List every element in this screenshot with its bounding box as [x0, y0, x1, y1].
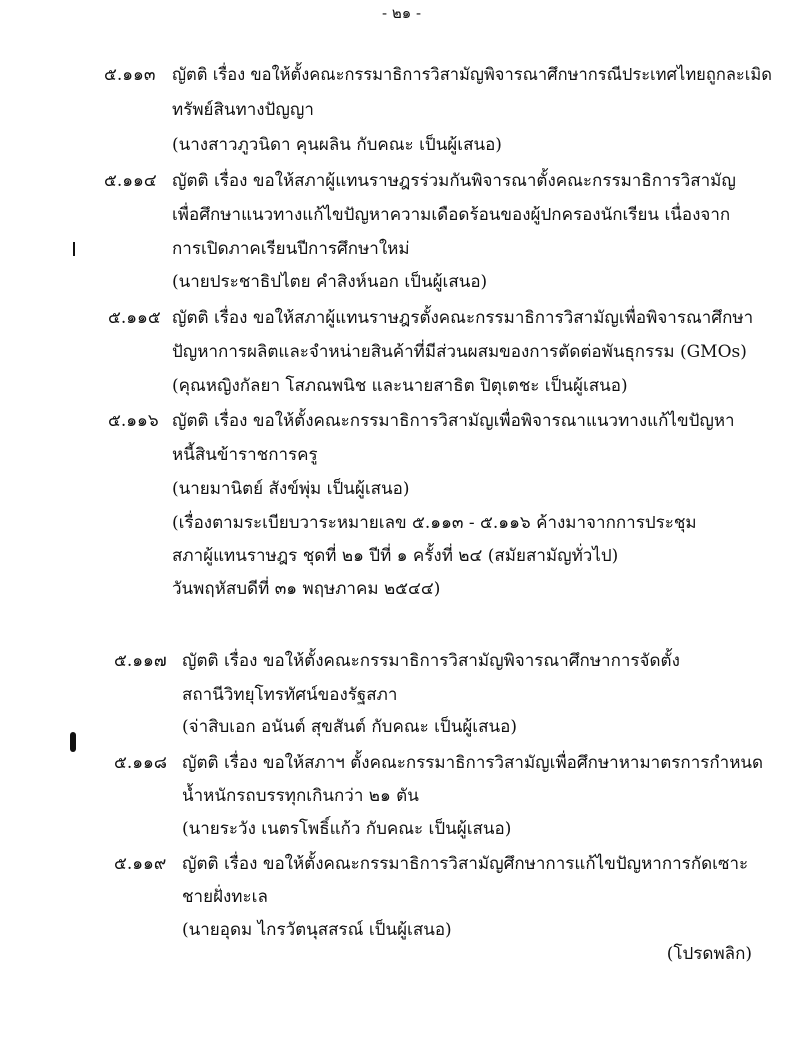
item-text-line: น้ำหนักรถบรรทุกเกินกว่า ๒๑ ตัน: [182, 786, 419, 806]
item-number: ๕.๑๑๖: [108, 411, 159, 431]
item-text-line: ญัตติ เรื่อง ขอให้ตั้งคณะกรรมาธิการวิสามัญศึกษาการแก้ไขปัญหาการกัดเซาะ: [182, 854, 749, 874]
item-text-line: เพื่อศึกษาแนวทางแก้ไขปัญหาความเดือดร้อนของผู้ปกครองนักเรียน เนื่องจาก: [172, 205, 731, 225]
item-text-line: ญัตติ เรื่อง ขอให้ตั้งคณะกรรมาธิการวิสามัญพิจารณาศึกษาการจัดตั้ง: [182, 651, 680, 671]
item-number: ๕.๑๑๙: [114, 854, 167, 874]
item-text-line: ญัตติ เรื่อง ขอให้ตั้งคณะกรรมาธิการวิสามัญเพื่อพิจารณาแนวทางแก้ไขปัญหา: [172, 411, 735, 431]
item-proposer: (นายอุดม ไกรวัตนุสสรณ์ เป็นผู้เสนอ): [182, 920, 452, 940]
scan-mark: [73, 242, 75, 256]
item-proposer: (นายระวัง เนตรโพธิ์แก้ว กับคณะ เป็นผู้เสนอ): [182, 819, 512, 839]
item-text-line: ญัตติ เรื่อง ขอให้ตั้งคณะกรรมาธิการวิสามัญพิจารณาศึกษากรณีประเทศไทยถูกละเมิด: [172, 65, 773, 85]
item-text-line: หนี้สินข้าราชการครู: [172, 445, 318, 465]
item-number: ๕.๑๑๗: [114, 651, 167, 671]
item-number: ๕.๑๑๘: [114, 753, 167, 773]
turn-over-note: (โปรดพลิก): [666, 944, 752, 964]
item-note-line: สภาผู้แทนราษฎร ชุดที่ ๒๑ ปีที่ ๑ ครั้งที่ ๒๔ (สมัยสามัญทั่วไป): [172, 546, 619, 566]
item-text-line: ญัตติ เรื่อง ขอให้สภาฯ ตั้งคณะกรรมาธิการวิสามัญเพื่อศึกษาหามาตรการกำหนด: [182, 753, 764, 773]
item-text-line: ชายฝั่งทะเล: [182, 887, 268, 907]
item-text-line: ปัญหาการผลิตและจำหน่ายสินค้าที่มีส่วนผสมของการตัดต่อพันธุกรรม (GMOs): [172, 342, 747, 362]
page-number: - ๒๑ -: [382, 4, 422, 22]
item-proposer: (คุณหญิงกัลยา โสภณพนิช และนายสาธิต ปิตุเตชะ เป็นผู้เสนอ): [172, 376, 628, 396]
item-proposer: (นางสาวภูวนิดา คุนผลิน กับคณะ เป็นผู้เสนอ): [172, 135, 502, 155]
item-text-line: การเปิดภาคเรียนปีการศึกษาใหม่: [172, 239, 410, 259]
item-text-line: ญัตติ เรื่อง ขอให้สภาผู้แทนราษฎรร่วมกันพิจารณาตั้งคณะกรรมาธิการวิสามัญ: [172, 171, 736, 191]
item-note-line: (เรื่องตามระเบียบวาระหมายเลข ๕.๑๑๓ - ๕.๑๑๖ ค้างมาจากการประชุม: [172, 513, 697, 533]
item-proposer: (นายประชาธิปไตย คำสิงห์นอก เป็นผู้เสนอ): [172, 272, 488, 292]
item-proposer: (นายมานิตย์ สังข์พุ่ม เป็นผู้เสนอ): [172, 479, 410, 499]
scan-mark: [70, 732, 76, 752]
item-note-line: วันพฤหัสบดีที่ ๓๑ พฤษภาคม ๒๕๔๔): [172, 579, 441, 599]
item-proposer: (จ่าสิบเอก อนันต์ สุขสันต์ กับคณะ เป็นผู้เสนอ): [182, 717, 517, 737]
item-text-line: สถานีวิทยุโทรทัศน์ของรัฐสภา: [182, 685, 398, 705]
item-text-line: ทรัพย์สินทางปัญญา: [172, 100, 314, 120]
item-number: ๕.๑๑๓: [104, 65, 156, 85]
item-number: ๕.๑๑๕: [108, 308, 161, 328]
item-text-line: ญัตติ เรื่อง ขอให้สภาผู้แทนราษฎรตั้งคณะกรรมาธิการวิสามัญเพื่อพิจารณาศึกษา: [172, 308, 754, 328]
item-number: ๕.๑๑๔: [104, 171, 157, 191]
